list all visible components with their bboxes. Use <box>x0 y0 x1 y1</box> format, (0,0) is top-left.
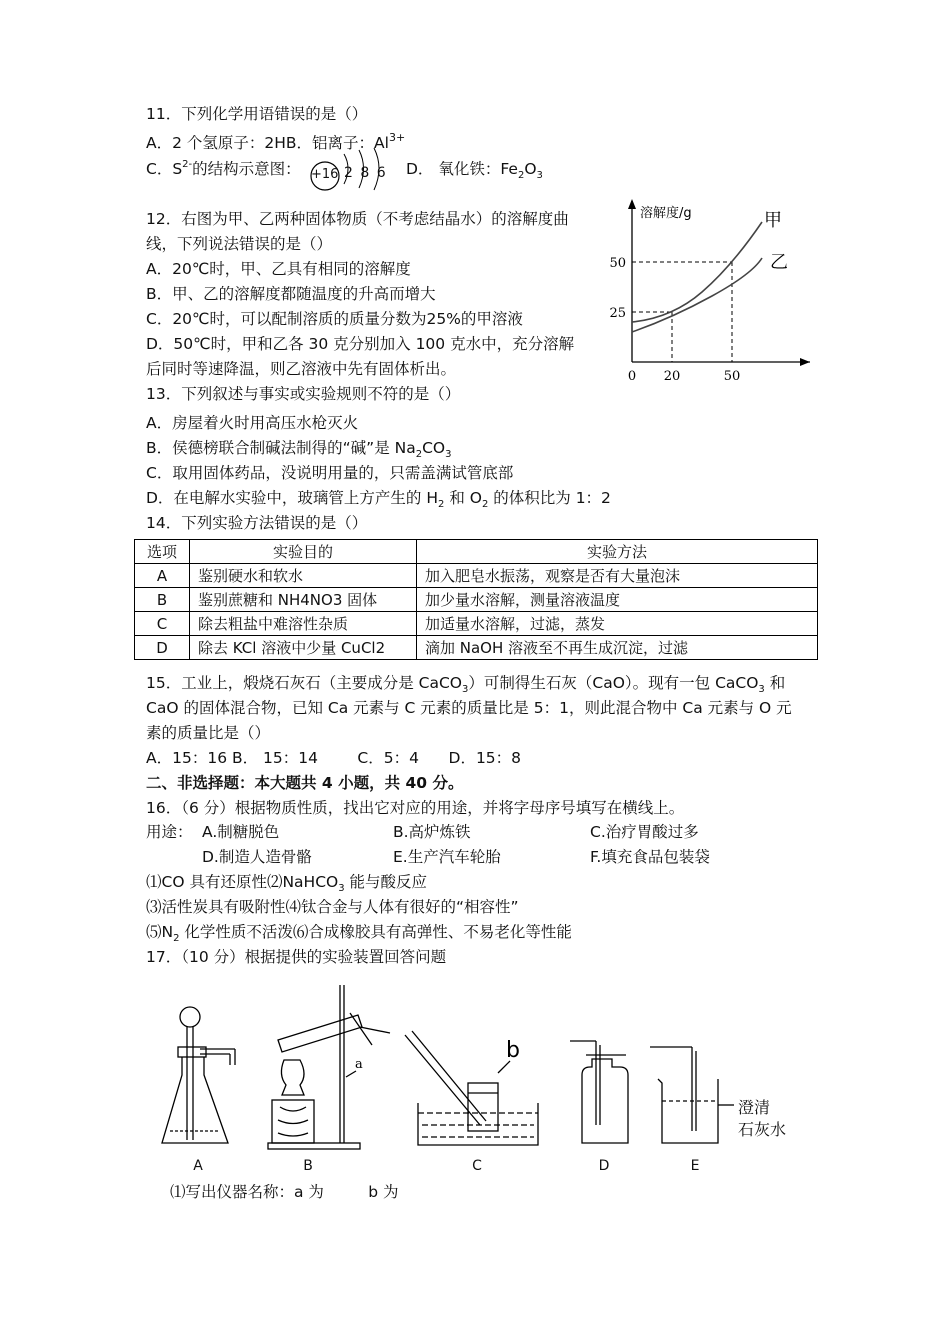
q13-option-a: A．房屋着火时用高压水枪灭火 <box>146 414 359 432</box>
x-tick-label: 20 <box>663 369 681 384</box>
q11-option-c: C．$S^{2-}$的结构示意图： <box>146 159 301 178</box>
apparatus-label-e: E <box>690 1158 700 1174</box>
table-cell: 鉴别蔗糖和 NH4NO3 固体 <box>190 588 417 612</box>
q12-option-d-line1: D．50℃时，甲和乙各 30 克分别加入 100 克水中，充分溶解 <box>146 335 575 353</box>
q16-use-b: B.高炉炼铁 <box>393 823 471 841</box>
q15-options: A．15：16 B． 15：14 C．5：4 D．15：8 <box>146 749 522 767</box>
table-header-cell: 选项 <box>135 540 190 564</box>
table-cell: B <box>135 588 190 612</box>
table-header-row <box>135 540 818 564</box>
q16-property-5-6: $⑸N_2$ 化学性质不活泼⑹合成橡胶具有高弹性、不易老化等性能 <box>146 923 572 944</box>
apparatus-a-flask <box>162 1007 235 1143</box>
label-a: a <box>355 1057 363 1072</box>
solubility-chart <box>600 195 810 385</box>
q11-option-d: D． 氧化铁：$Fe_2O_3$ <box>406 160 543 181</box>
apparatus-label-c: C <box>472 1158 482 1174</box>
q12-stem-line2: 线，下列说法错误的是（） <box>146 235 333 253</box>
q11-option-a: A．2 个氢原子：2HB．铝离子：$Al^{3+}$ <box>146 131 406 152</box>
q17-stem: 17．（10 分）根据提供的实验装置回答问题 <box>146 948 447 966</box>
q12-option-a: A．20℃时，甲、乙具有相同的溶解度 <box>146 260 411 278</box>
q15-line1: 15．工业上，煅烧石灰石（主要成分是 CaCO$_3$）可制得生石灰（CaO）。现有一包 CaCO$_3$ 和 <box>146 674 786 695</box>
q13-option-c: C．取用固体药品，没说明用量的，只需盖满试管底部 <box>146 464 514 482</box>
table-header-cell: 实验方法 <box>417 540 818 564</box>
q12-stem-line1: 12．右图为甲、乙两种固体物质（不考虑结晶水）的溶解度曲 <box>146 210 569 228</box>
y-axis-label: 溶解度/g <box>640 206 692 221</box>
q12-option-d-line2: 后同时等速降温，则乙溶液中先有固体析出。 <box>146 360 457 378</box>
q16-stem: 16．（6 分）根据物质性质，找出它对应的用途，并将字母序号填写在横线上。 <box>146 799 685 817</box>
apparatus-d-bottle <box>570 1041 628 1143</box>
y-axis-arrow <box>628 199 636 209</box>
shell-electrons: 2 8 6 <box>344 165 386 181</box>
table-row <box>135 564 818 588</box>
series-label-2: 乙 <box>770 252 788 273</box>
y-tick-label: 50 <box>609 256 626 271</box>
series-label-1: 甲 <box>764 210 782 231</box>
q16-uses-label: 用途： <box>146 823 193 841</box>
y-tick-label: 25 <box>609 306 626 321</box>
series-line-1 <box>632 222 762 322</box>
table-cell: 除去 KCl 溶液中少量 CuCl2 <box>190 636 417 660</box>
q13-option-d: D．在电解水实验中，玻璃管上方产生的 $H_2$ 和 $O_2$ 的体积比为 1：2 <box>146 489 611 510</box>
apparatus-label-d: D <box>598 1158 610 1174</box>
table-cell: 加入肥皂水振荡，观察是否有大量泡沫 <box>417 564 818 588</box>
atom-structure-diagram <box>308 138 398 194</box>
x-tick-label: 50 <box>723 369 741 384</box>
table-row <box>135 636 818 660</box>
q17-sub-question-1: ⑴写出仪器名称：a 为 b 为 <box>170 1183 399 1201</box>
limewater-label-1: 澄清 <box>738 1098 771 1117</box>
q14-table <box>134 539 818 660</box>
table-cell: 滴加 NaOH 溶液至不再生成沉淀，过滤 <box>417 636 818 660</box>
series-line-2 <box>632 258 762 332</box>
table-cell: C <box>135 612 190 636</box>
table-cell: 鉴别硬水和软水 <box>190 564 417 588</box>
table-cell: 加少量水溶解，测量溶液温度 <box>417 588 818 612</box>
q15-line2: CaO 的固体混合物，已知 Ca 元素与 C 元素的质量比是 5：1，则此混合物中 Ca 元素与 O 元 <box>146 699 792 717</box>
x-tick-label: 0 <box>627 369 637 384</box>
q16-use-e: E.生产汽车轮胎 <box>393 848 501 866</box>
q16-use-a: A.制糖脱色 <box>202 823 280 841</box>
q16-use-f: F.填充食品包装袋 <box>590 848 710 866</box>
apparatus-label-a: A <box>193 1158 203 1174</box>
table-cell: 加适量水溶解，过滤，蒸发 <box>417 612 818 636</box>
limewater-label-2: 石灰水 <box>738 1120 787 1139</box>
q13-option-b: B．侯德榜联合制碱法制得的“碱”是 $Na_2CO_3$ <box>146 439 452 460</box>
q11-stem: 11．下列化学用语错误的是（） <box>146 105 368 123</box>
q13-stem: 13．下列叙述与事实或实验规则不符的是（） <box>146 385 461 403</box>
q16-property-3-4: ⑶活性炭具有吸附性⑷钛合金与人体有很好的“相容性” <box>146 898 519 916</box>
apparatus-figure <box>150 975 810 1155</box>
apparatus-e-beaker <box>650 1047 734 1143</box>
section-heading: 二、非选择题：本大题共 4 小题，共 40 分。 <box>146 774 464 792</box>
q16-use-c: C.治疗胃酸过多 <box>590 823 699 841</box>
q16-property-1-2: ⑴CO 具有还原性⑵NaHCO$_3$ 能与酸反应 <box>146 873 428 894</box>
table-cell: 除去粗盐中难溶性杂质 <box>190 612 417 636</box>
q14-stem: 14．下列实验方法错误的是（） <box>146 514 368 532</box>
table-row <box>135 588 818 612</box>
apparatus-b-heating <box>268 985 390 1149</box>
nucleus-label: +16 <box>311 167 339 182</box>
label-b: b <box>506 1038 520 1063</box>
x-axis-arrow <box>800 358 810 366</box>
apparatus-label-b: B <box>303 1158 313 1174</box>
table-cell: D <box>135 636 190 660</box>
q15-line3: 素的质量比是（） <box>146 724 271 742</box>
table-header-cell: 实验目的 <box>190 540 417 564</box>
table-row <box>135 612 818 636</box>
q12-option-c: C．20℃时，可以配制溶质的质量分数为25%的甲溶液 <box>146 310 523 328</box>
q16-use-d: D.制造人造骨骼 <box>202 848 312 866</box>
table-cell: A <box>135 564 190 588</box>
q12-option-b: B．甲、乙的溶解度都随温度的升高而增大 <box>146 285 436 303</box>
